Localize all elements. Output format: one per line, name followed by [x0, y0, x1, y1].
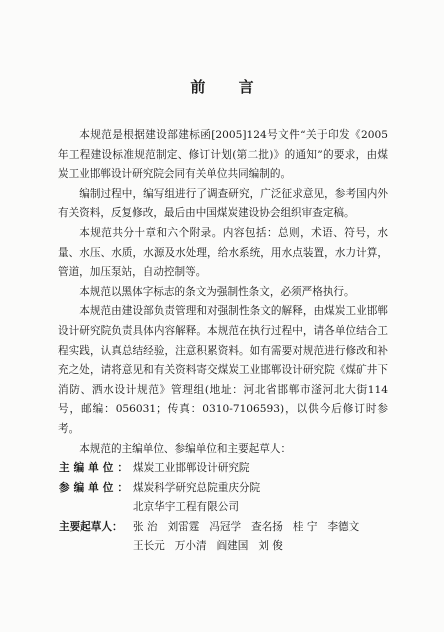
drafter-name: 冯冠学 [209, 520, 242, 533]
paragraph-units-intro: 本规范的主编单位、参编单位和主要起草人： [79, 442, 292, 455]
participating-units-row [58, 479, 388, 518]
participating-units-label: 参编单位： [59, 481, 132, 494]
drafter-name: 张 治 [133, 520, 158, 533]
preface-body [58, 126, 388, 557]
participating-units-values [133, 479, 388, 518]
paragraph-basis: 本规范是根据建设部建标函[2005]124号文件“关于印发《2005年工程建设标准规范制定、修订计划(第二批)》的通知”的要求，由煤炭工业邯郸设计研究院会同有关单位共同编制的。 [58, 129, 388, 181]
drafter-name: 王长元 [133, 540, 165, 553]
drafters-list [133, 518, 388, 557]
chief-unit-row [58, 459, 388, 479]
participating-unit: 北京华宇工程有限公司 [133, 501, 239, 514]
drafters-row [58, 518, 388, 557]
paragraph-process: 编制过程中，编写组进行了调查研究，广泛征求意见，参考国内外有关资料，反复修改，最后由中国煤炭建设协会组织审查定稿。 [58, 187, 388, 220]
participating-unit: 煤炭科学研究总院重庆分院 [133, 481, 261, 494]
paragraph-management: 本规范由建设部负责管理和对强制性条文的解释，由煤炭工业邯郸设计研究院负责具体内容解释。本规范在执行过程中，请各单位结合工程实践，认真总结经验，注意积累资料。如有需要对规范进行修改和补充之处，请将意见和有关资料寄交煤炭工业邯郸设计研究院《煤矿井下消防、洒水设计规范》管理组(地址：河北省邯郸市滏河北大街114号，邮编：056031；传真：0310-7106593)，以供今后修订时参考。 [58, 305, 388, 435]
paragraph-contents: 本规范共分十章和六个附录。内容包括：总则，术语、符号，水量、水压、水质，水源及水处理，给水系统，用水点装置，水力计算，管道，加压泵站，自动控制等。 [58, 226, 388, 279]
drafter-name: 桂 宁 [292, 520, 318, 533]
paragraph-mandatory: 本规范以黑体字标志的条文为强制性条文，必须严格执行。 [79, 285, 355, 298]
drafter-name: 阎建国 [216, 540, 249, 553]
drafter-name: 刘雷霆 [167, 520, 200, 533]
drafter-name: 查名扬 [251, 520, 283, 533]
page-title: 前 言 [190, 78, 268, 96]
chief-unit-label: 主编单位： [59, 462, 132, 475]
chief-unit-value: 煤炭工业邯郸设计研究院 [133, 462, 250, 475]
drafter-name: 万小清 [174, 540, 207, 553]
drafter-name: 李德文 [327, 520, 360, 533]
drafter-name: 刘 俊 [258, 540, 283, 553]
drafters-label: 主要起草人： [59, 520, 123, 533]
